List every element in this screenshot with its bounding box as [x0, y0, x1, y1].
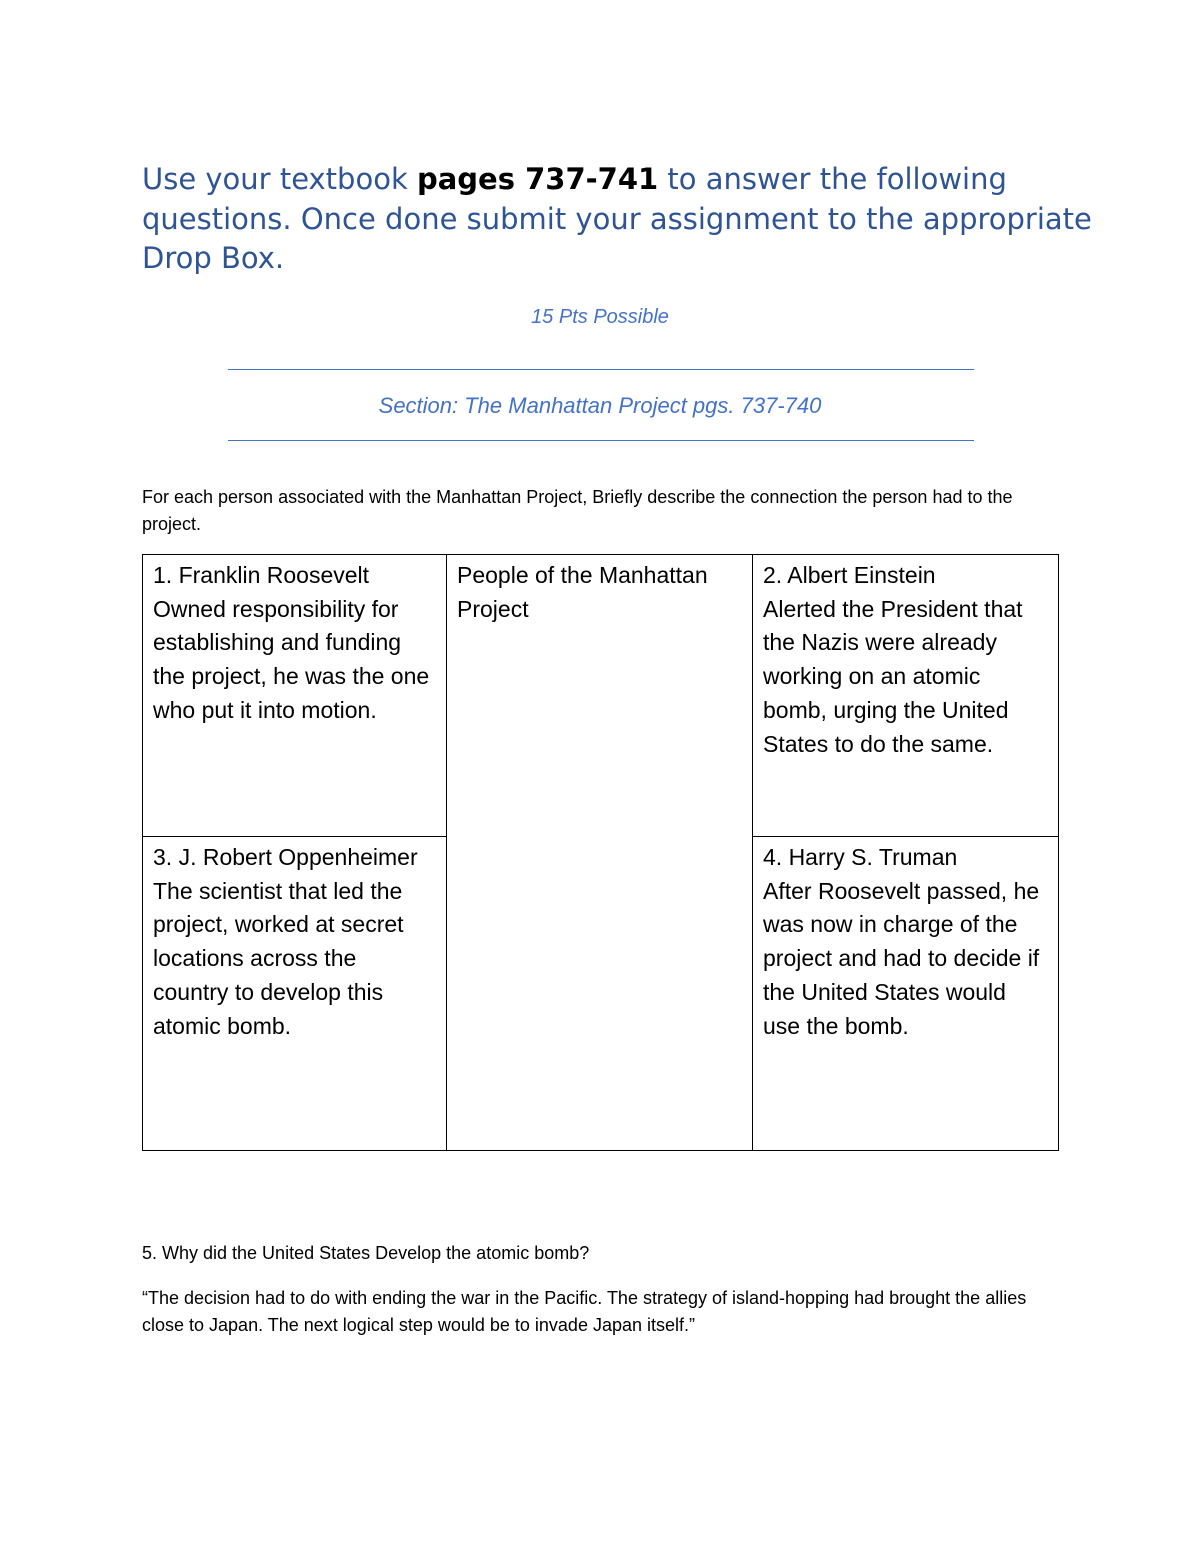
person-name: 4. Harry S. Truman [763, 844, 958, 870]
person-description: Alerted the President that the Nazis were already working on an atomic bomb, urging the United States to do the same. [763, 595, 1023, 757]
question-5: 5. Why did the United States Develop the atomic bomb? [142, 1243, 590, 1263]
person-description: The scientist that led the project, worked at secret locations across the country to develop this atomic bomb. [153, 877, 404, 1039]
person-name: 1. Franklin Roosevelt [153, 562, 370, 588]
person-name: 3. J. Robert Oppenheimer [153, 844, 418, 870]
person-name: 2. Albert Einstein [763, 562, 936, 588]
section-rule-bottom [228, 440, 974, 441]
points-possible: 15 Pts Possible [531, 306, 669, 328]
instructions: For each person associated with the Manhattan Project, Briefly describe the connection the person had to the project. [142, 487, 1013, 534]
person-description: After Roosevelt passed, he was now in charge of the project and had to decide if the United States would use the bomb. [763, 877, 1040, 1039]
heading-text-part1: Use your textbook [142, 162, 417, 196]
person-cell-truman [752, 836, 1059, 1151]
assignment-heading [142, 160, 1102, 279]
person-cell-oppenheimer [142, 836, 447, 1151]
heading-pages: pages 737-741 [416, 162, 659, 196]
answer-5: “The decision had to do with ending the war in the Pacific. The strategy of island-hopping had brought the allies close to Japan. The next logical step would be to invade Japan itself.” [142, 1288, 1027, 1335]
section-rule-top [228, 369, 974, 370]
person-cell-einstein [752, 554, 1059, 837]
grid-center-title [446, 554, 753, 1151]
center-label: People of the Manhattan Project [457, 562, 708, 622]
heading-text-part2: to answer the following questions. Once done submit your assignment to the appropriate Drop Box. [142, 162, 1092, 275]
section-title: Section: The Manhattan Project pgs. 737-740 [378, 393, 822, 418]
person-description: Owned responsibility for establishing and funding the project, he was the one who put it into motion. [153, 595, 430, 723]
person-cell-roosevelt [142, 554, 447, 837]
people-grid [142, 554, 1059, 1151]
